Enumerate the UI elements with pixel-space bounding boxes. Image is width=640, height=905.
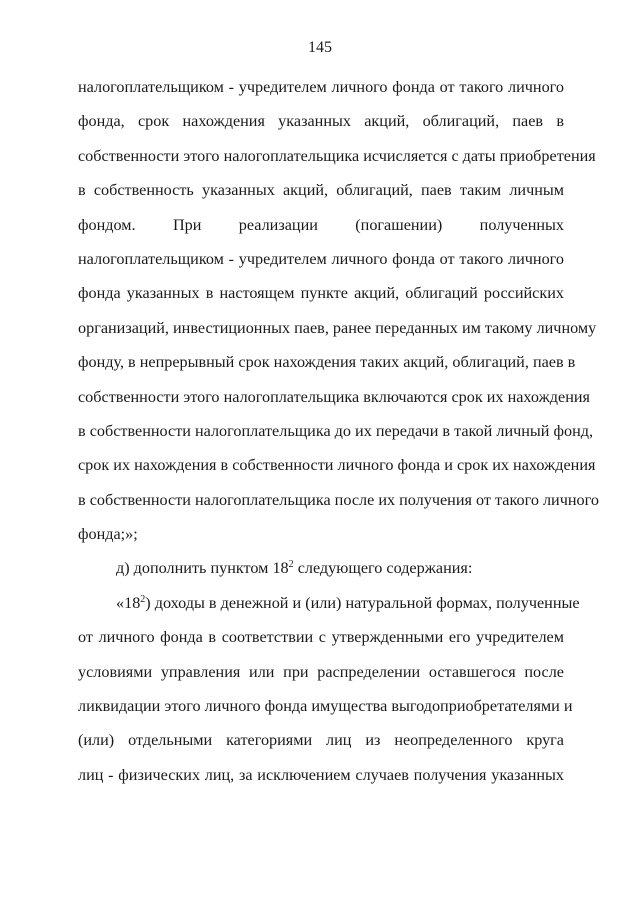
- paragraph-line: налогоплательщиком - учредителем личного фонда от такого личного: [78, 249, 564, 268]
- paragraph-line: собственности этого налогоплательщика исчисляется с даты приобретения: [78, 146, 596, 165]
- point-line: от личного фонда в соответствии с утвержденными его учредителем: [78, 628, 564, 647]
- paragraph-line: налогоплательщиком - учредителем личного фонда от такого личного: [78, 78, 564, 96]
- item-d-superscript: 2: [288, 559, 294, 571]
- point-line: условиями управления или при распределении оставшегося после: [78, 662, 564, 681]
- body-text: [78, 70, 599, 792]
- item-d-line: [78, 551, 564, 585]
- paragraph-line: фондом. При реализации (погашении) полученных: [78, 215, 564, 234]
- point-line: (или) отдельными категориями лиц из неопределенного круга: [78, 731, 564, 750]
- item-d-text: д) дополнить пунктом 18: [116, 559, 289, 578]
- item-d-text-rest: следующего содержания:: [293, 559, 473, 578]
- paragraph-line: срок их нахождения в собственности личного фонда и срок их нахождения: [78, 456, 596, 475]
- paragraph-line: в собственности налогоплательщика после их получения от такого личного: [78, 490, 599, 509]
- paragraph-line: фонда;»;: [78, 525, 138, 544]
- paragraph-line: фонда, срок нахождения указанных акций, облигаций, паев в: [78, 112, 564, 131]
- paragraph-line: собственности этого налогоплательщика включаются срок их нахождения: [78, 387, 590, 406]
- point-number: «18: [116, 593, 141, 612]
- point-text: ) доходы в денежной и (или) натуральной формах, полученные: [145, 593, 580, 612]
- paragraph-line: в собственность указанных акций, облигаций, паев таким личным: [78, 181, 564, 200]
- point-line: ликвидации этого личного фонда имущества выгодоприобретателями и: [78, 697, 573, 716]
- point-line: лиц - физических лиц, за исключением случаев получения указанных: [78, 765, 564, 784]
- page-number: 145: [308, 39, 332, 56]
- paragraph-line: организаций, инвестиционных паев, ранее переданных им такому личному: [78, 318, 597, 337]
- point-superscript: 2: [140, 593, 146, 605]
- paragraph-line: фонда указанных в настоящем пункте акций, облигаций российских: [78, 284, 564, 303]
- point-first-line: [78, 586, 580, 620]
- paragraph-line: фонду, в непрерывный срок нахождения таких акций, облигаций, паев в: [78, 353, 576, 372]
- paragraph-line: в собственности налогоплательщика до их передачи в такой личный фонд,: [78, 421, 594, 440]
